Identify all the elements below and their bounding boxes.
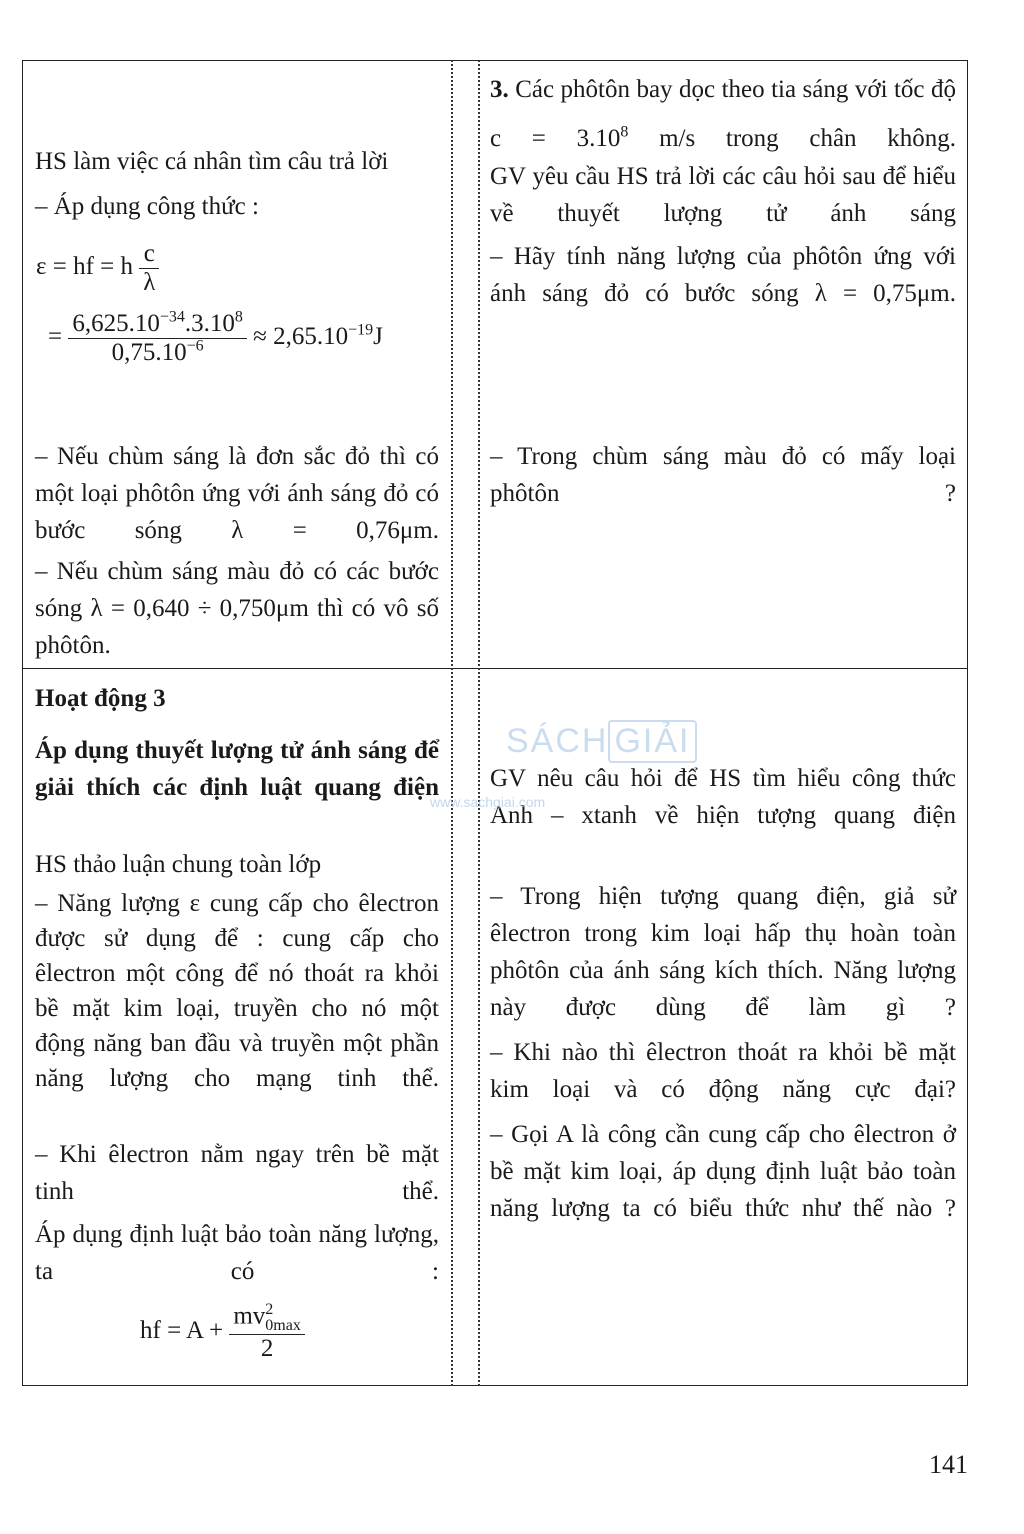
formula-energy-fraction <box>139 240 159 297</box>
watermark-brand-a: SÁCH <box>506 722 609 760</box>
row1-left-p2: – Nếu chùm sáng màu đỏ có các bước sóng λ = 0,640 ÷ 0,750μm thì có vô số phôtôn. <box>35 558 439 659</box>
watermark-url: www.sachgiai.com <box>430 794 546 810</box>
column-divider-left <box>451 60 453 1386</box>
einstein-numerator <box>229 1302 305 1335</box>
einstein-denominator: 2 <box>260 1335 274 1362</box>
watermark-brand-b: GIẢI <box>608 720 696 763</box>
numerator-exp-a: −34 <box>159 308 185 326</box>
row1-right-q2: – Trong chùm sáng màu đỏ có mấy loại phôtôn ? <box>490 443 956 507</box>
numerator-part-a: 6,625.10 <box>72 310 160 337</box>
formula-calculation <box>48 310 383 367</box>
row1-right-item3 <box>490 65 956 163</box>
row1-left-p1: – Nếu chùm sáng là đơn sắc đỏ thì có một loại phôtôn ứng với ánh sáng đỏ có bước sóng λ = 0,76μm. <box>35 443 439 544</box>
numerator-part-b: .3.10 <box>184 310 235 337</box>
einstein-sup: 2 <box>265 1301 274 1318</box>
formula-calc-fraction <box>68 310 247 367</box>
formula-energy-numerator: c <box>139 240 159 269</box>
item-text-a: Các phôtôn bay dọc theo tia sáng với tốc độ c = 3.10 <box>490 76 956 152</box>
numerator-exp-b: 8 <box>234 308 243 326</box>
formula-energy-lhs: ε = hf = h <box>36 253 134 281</box>
formula-calc-result <box>253 323 383 350</box>
row2-right-q1: – Trong hiện tượng quang điện, giả sử êlectron trong kim loại hấp thụ hoàn toàn phôtôn của ánh sáng kích thích. Năng lượng này được dùng để làm gì ? <box>490 883 956 1021</box>
row2-left-p2: – Khi êlectron nằm ngay trên bề mặt tinh thể. <box>35 1141 439 1205</box>
row2-right-gv: GV nêu câu hỏi để HS tìm hiểu công thức Anh – xtanh về hiện tượng quang điện <box>490 765 956 829</box>
result-base: ≈ 2,65.10 <box>253 323 349 351</box>
activity-subheading: Áp dụng thuyết lượng tử ánh sáng để giải thích các định luật quang điện <box>35 737 439 801</box>
formula-einstein <box>140 1302 305 1363</box>
formula-energy <box>36 240 159 297</box>
page-number: 141 <box>929 1450 968 1479</box>
result-exp: −19 <box>348 321 374 339</box>
formula-energy-denominator: λ <box>143 269 156 296</box>
row2-right-q3: – Gọi A là công cần cung cấp cho êlectron ở bề mặt kim loại, áp dụng định luật bảo toàn năng lượng ta có biểu thức như thế nào ? <box>490 1121 956 1222</box>
row1-left-intro: HS làm việc cá nhân tìm câu trả lời <box>35 148 389 175</box>
row2-left-p1: – Năng lượng ε cung cấp cho êlectron được sử dụng để : cung cấp cho êlectron một công để nó thoát ra khỏi bề mặt kim loại, truyền cho nó một động năng ban đầu và truyền một phần năng lượng cho mạng tinh thể. <box>35 890 439 1092</box>
result-unit: J <box>373 323 383 351</box>
denominator-base: 0,75.10 <box>111 339 187 366</box>
einstein-lhs: hf = A + <box>140 1317 224 1345</box>
item-number: 3. <box>490 76 509 103</box>
row-divider <box>22 668 968 669</box>
row2-left-discuss: HS thảo luận chung toàn lớp <box>35 851 322 878</box>
formula-calc-eq: = <box>48 323 63 351</box>
row1-right-gv: GV yêu cầu HS trả lời các câu hỏi sau để hiểu về thuyết lượng tử ánh sáng <box>490 163 956 227</box>
einstein-fraction <box>229 1302 305 1363</box>
row2-left-p3: Áp dụng định luật bảo toàn năng lượng, ta có : <box>35 1221 439 1285</box>
activity-heading: Hoạt động 3 <box>35 685 166 712</box>
formula-calc-numerator <box>68 310 247 339</box>
einstein-sub: 0max <box>265 1317 301 1334</box>
denominator-exp: −6 <box>186 337 204 355</box>
row1-right-q1: – Hãy tính năng lượng của phôtôn ứng với ánh sáng đỏ có bước sóng λ = 0,75μm. <box>490 243 956 307</box>
watermark-logo <box>506 720 697 763</box>
item-text-b: m/s trong chân không. <box>659 125 956 152</box>
formula-calc-denominator <box>68 339 247 367</box>
einstein-mv: mv <box>233 1302 266 1330</box>
row2-right-q2: – Khi nào thì êlectron thoát ra khỏi bề mặt kim loại và có động năng cực đại? <box>490 1039 956 1103</box>
item-exp: 8 <box>620 123 629 141</box>
row1-left-apply: – Áp dụng công thức : <box>35 193 259 220</box>
column-divider-right <box>478 60 480 1386</box>
